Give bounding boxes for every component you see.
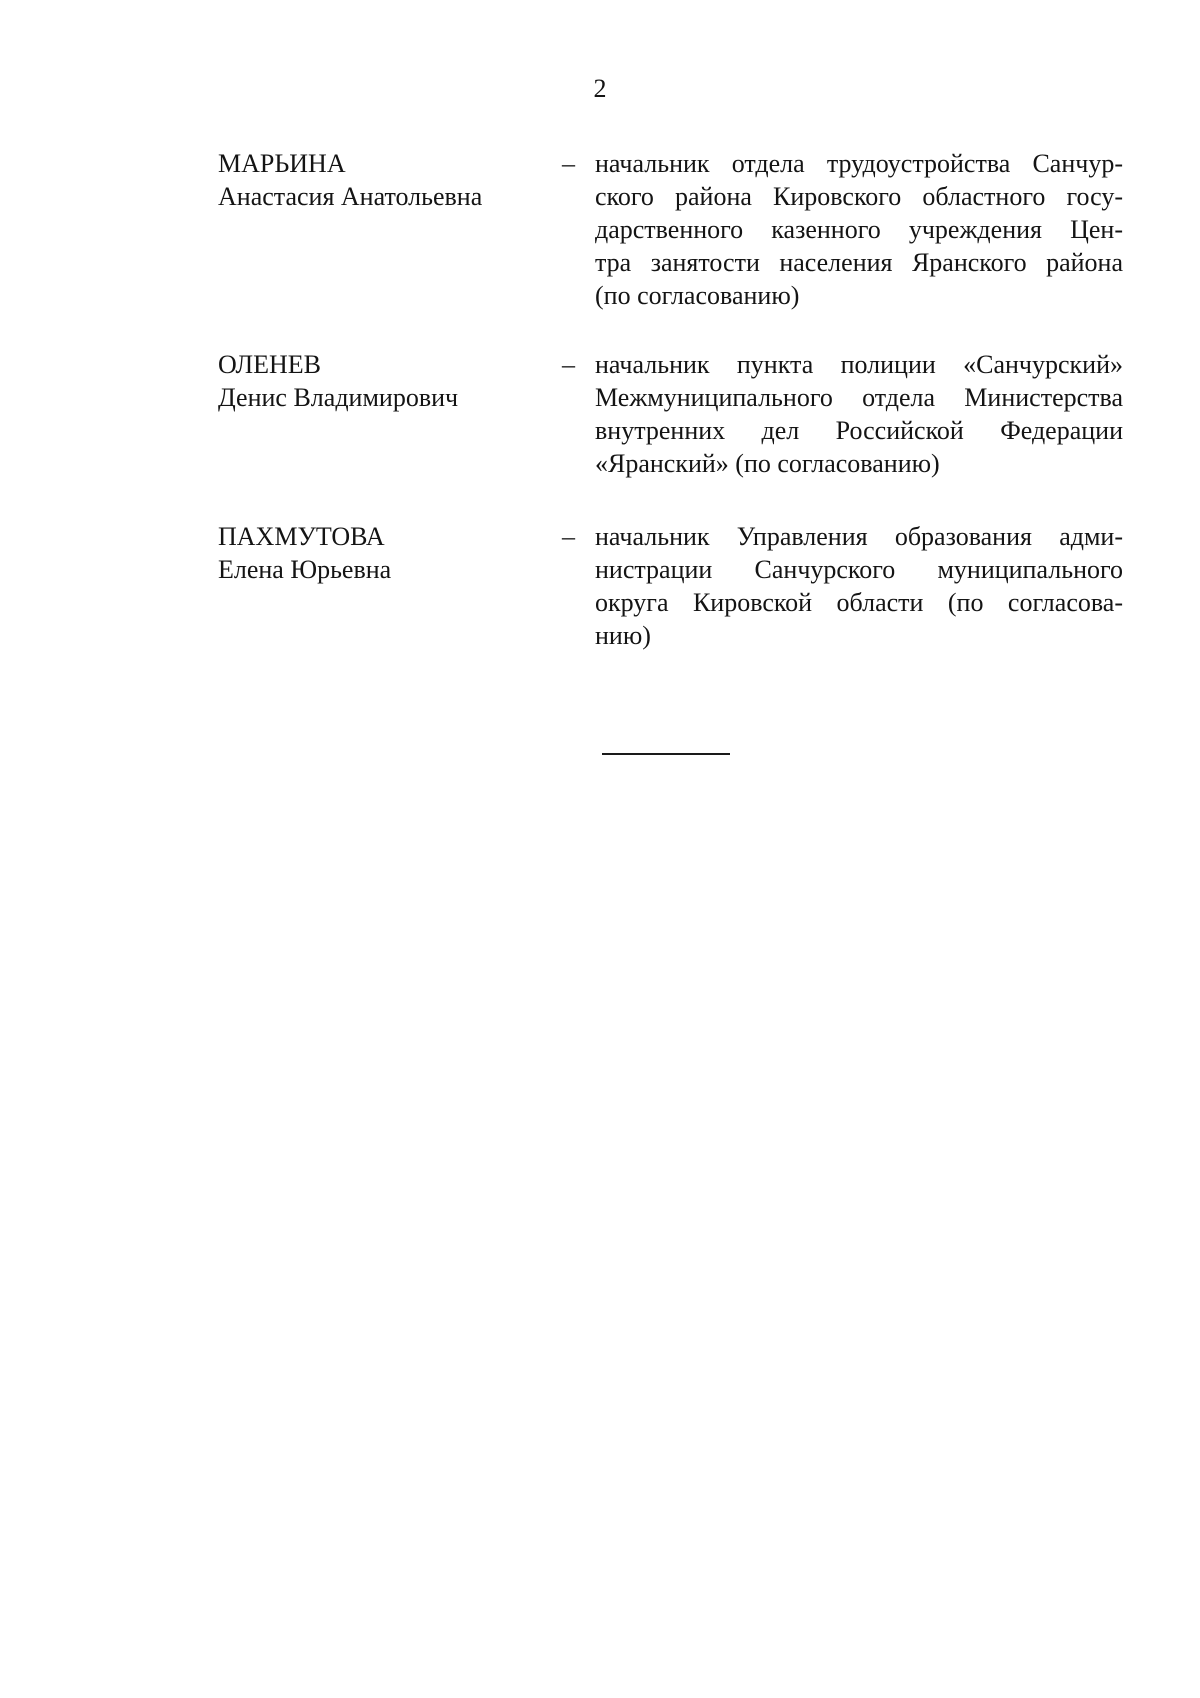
- position-line: округа Кировской области (по согласова-: [595, 588, 1123, 617]
- entry-dash: –: [562, 522, 575, 551]
- member-name: [218, 520, 538, 586]
- member-given-names: Денис Владимирович: [218, 383, 459, 412]
- entry-dash: –: [562, 350, 575, 379]
- page-number: 2: [593, 74, 607, 103]
- member-position: [595, 348, 1123, 480]
- position-line: начальник пункта полиции «Санчурский»: [595, 350, 1123, 379]
- position-line: тра занятости населения Яранского района: [595, 248, 1123, 277]
- position-line: (по согласованию): [595, 281, 800, 310]
- member-name: [218, 147, 538, 213]
- member-surname: ОЛЕНЕВ: [218, 350, 321, 379]
- entry-dash: –: [562, 149, 575, 178]
- member-surname: ПАХМУТОВА: [218, 522, 385, 551]
- closing-rule: [602, 753, 730, 755]
- position-line: ского района Кировского областного госу-: [595, 182, 1123, 211]
- position-line: Межмуниципального отдела Министерства: [595, 383, 1123, 412]
- position-line: «Яранский» (по согласованию): [595, 449, 940, 478]
- member-given-names: Анастасия Анатольевна: [218, 182, 483, 211]
- member-position: [595, 520, 1123, 652]
- position-line: начальник Управления образования адми-: [595, 522, 1123, 551]
- position-line: начальник отдела трудоустройства Санчур-: [595, 149, 1123, 178]
- member-given-names: Елена Юрьевна: [218, 555, 392, 584]
- member-position: [595, 147, 1123, 312]
- position-line: внутренних дел Российской Федерации: [595, 416, 1123, 445]
- member-surname: МАРЬИНА: [218, 149, 346, 178]
- member-name: [218, 348, 538, 414]
- position-line: нию): [595, 621, 651, 650]
- position-line: нистрации Санчурского муниципального: [595, 555, 1123, 584]
- position-line: дарственного казенного учреждения Цен-: [595, 215, 1123, 244]
